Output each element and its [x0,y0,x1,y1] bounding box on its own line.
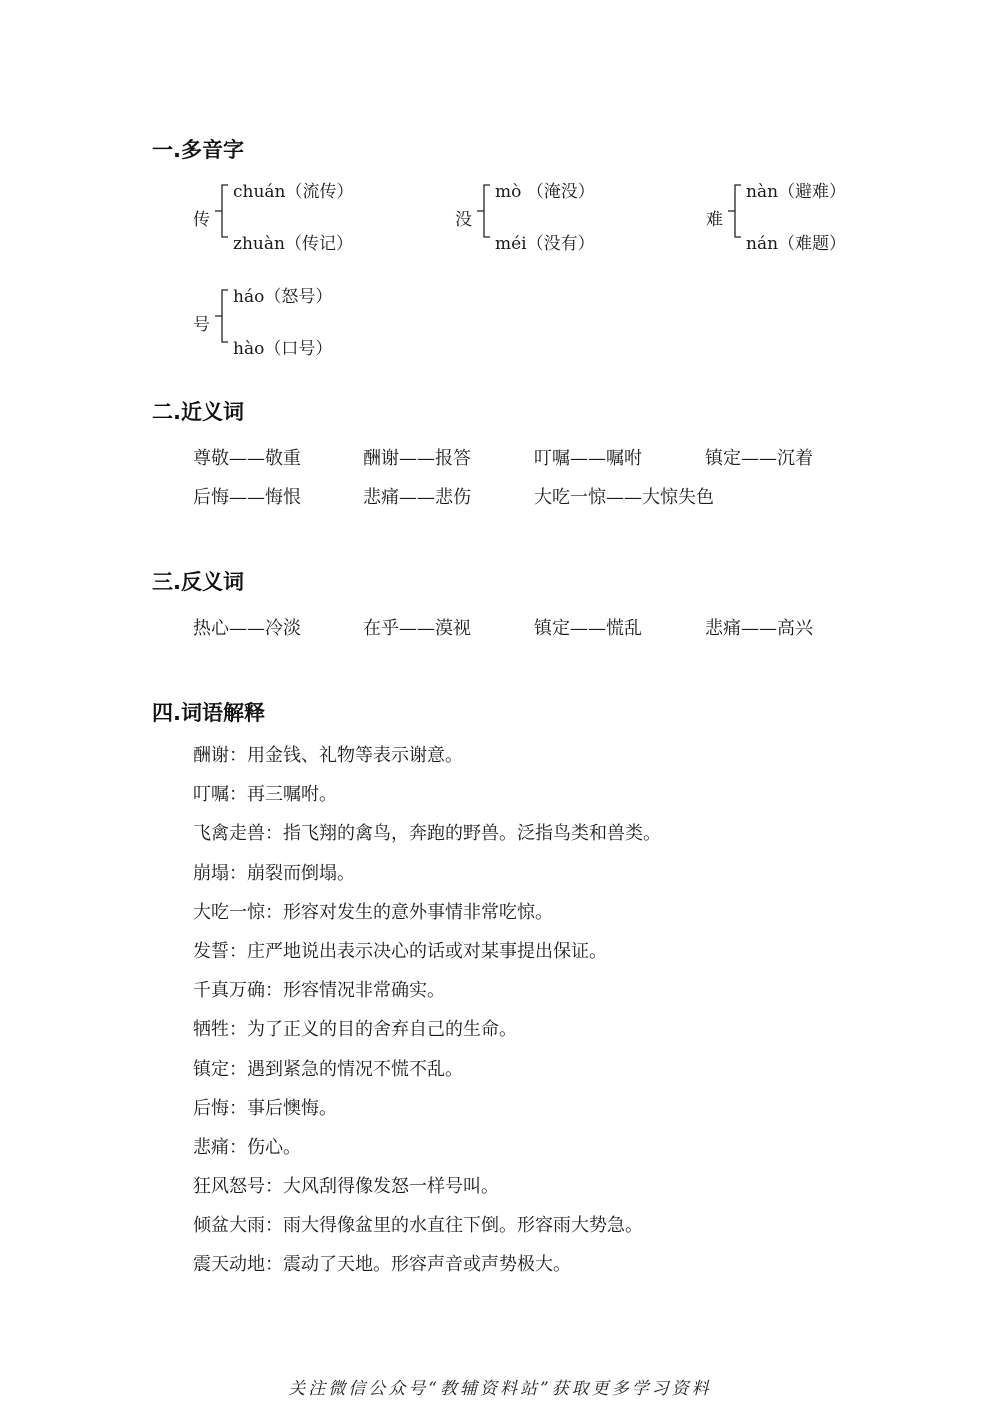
polyphone-reading: chuán（流传） [233,182,354,202]
polyphone-reading: zhuàn（传记） [233,234,353,254]
polyphone-char: 难 [706,210,723,230]
definition-item: 震天动地：震动了天地。形容声音或声势极大。 [193,1254,571,1276]
section-title-antonyms: 三.反义词 [152,570,244,594]
word-pair: 悲痛——高兴 [705,618,813,639]
section-title-polyphones: 一.多音字 [152,138,244,162]
polyphone-reading: háo（怒号） [233,287,333,307]
definition-list [193,742,661,1291]
polyphone-char: 没 [455,210,472,230]
definition-item: 发誓：庄严地说出表示决心的话或对某事提出保证。 [193,940,607,962]
definition-item: 后悔：事后懊悔。 [193,1097,337,1119]
definition-item: 酬谢：用金钱、礼物等表示谢意。 [193,745,463,766]
brace-icon [214,288,234,344]
brace-icon [727,183,747,239]
definition-item: 牺牲：为了正义的目的舍弃自己的生命。 [193,1019,517,1041]
word-pair: 在乎——漠视 [363,618,471,639]
definition-item: 叮嘱：再三嘱咐。 [193,784,337,806]
word-pair: 酬谢——报答 [363,448,471,469]
definition-item: 飞禽走兽：指飞翔的禽鸟，奔跑的野兽。泛指鸟类和兽类。 [193,823,661,845]
polyphone-char: 传 [193,210,210,230]
definition-item: 镇定：遇到紧急的情况不慌不乱。 [193,1058,463,1080]
brace-icon [476,183,496,239]
definition-item: 千真万确：形容情况非常确实。 [193,980,445,1002]
definition-item: 狂风怒号：大风刮得像发怒一样号叫。 [193,1176,499,1198]
section-title-synonyms: 二.近义词 [152,400,244,424]
word-pair: 热心——冷淡 [193,618,301,639]
polyphone-reading: hào（口号） [233,339,333,359]
word-pair: 镇定——沉着 [705,448,813,469]
word-pair: 大吃一惊——大惊失色 [534,487,714,508]
polyphone-reading: nán（难题） [746,234,847,254]
polyphone-group-nan [706,177,906,257]
polyphone-group-hao [193,282,393,362]
polyphone-reading: mò （淹没） [495,182,595,202]
section-title-definitions: 四.词语解释 [152,701,265,725]
definition-item: 悲痛：伤心。 [193,1136,301,1158]
word-pair: 悲痛——悲伤 [363,487,471,508]
definition-item: 崩塌：崩裂而倒塌。 [193,862,355,884]
word-pair: 叮嘱——嘱咐 [534,448,642,469]
polyphone-reading: méi（没有） [495,234,595,254]
definition-item: 大吃一惊：形容对发生的意外事情非常吃惊。 [193,901,553,923]
polyphone-char: 号 [193,315,210,335]
polyphone-group-chuan [193,177,393,257]
footer-note: 关注微信公众号“教辅资料站”获取更多学习资料 [288,1379,712,1399]
polyphone-group-mo [455,177,655,257]
word-pair: 镇定——慌乱 [534,618,642,639]
word-pair: 后悔——悔恨 [193,487,301,508]
definition-item: 倾盆大雨：雨大得像盆里的水直往下倒。形容雨大势急。 [193,1215,643,1237]
polyphone-reading: nàn（避难） [746,182,847,202]
brace-icon [214,183,234,239]
word-pair: 尊敬——敬重 [193,448,301,469]
